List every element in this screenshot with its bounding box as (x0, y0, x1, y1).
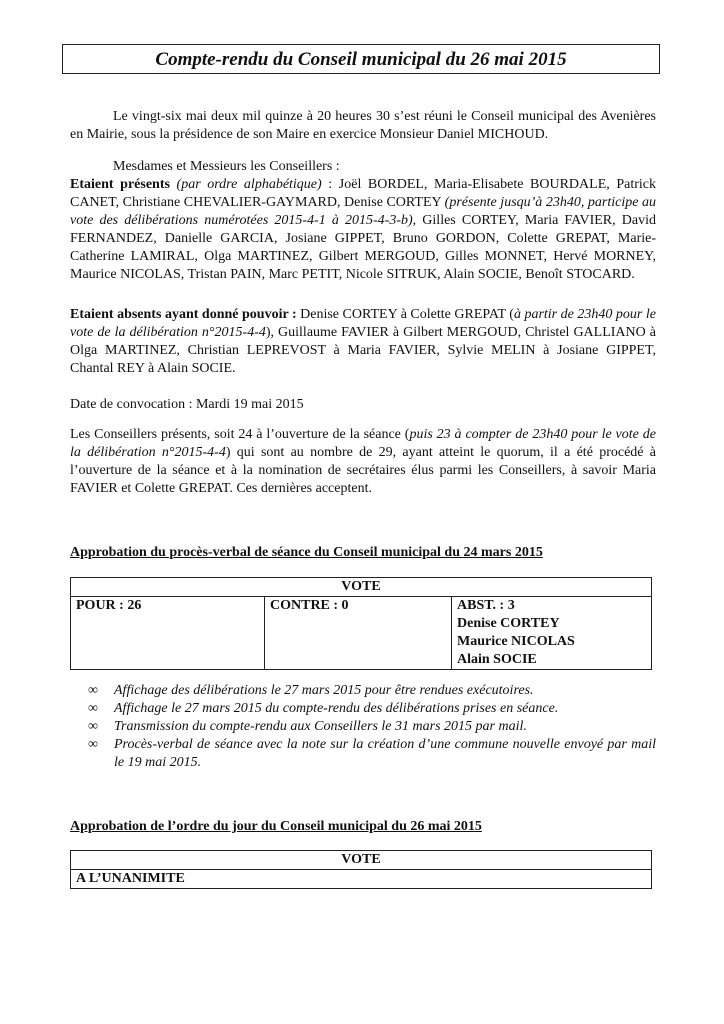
presents-label: Etaient présents (70, 177, 170, 192)
abst-name: Alain SOCIE (457, 652, 537, 667)
convocation-date: Date de convocation : Mardi 19 mai 2015 (70, 397, 304, 412)
presents-order-note: (par ordre alphabétique) (176, 177, 322, 192)
publication-notes (70, 682, 656, 772)
quorum-note: puis 23 à compter de 23h40 pour le vote de la délibération n°2015-4-4 (70, 427, 656, 460)
vote-abst: ABST. : 3 (457, 598, 515, 613)
attendance-block (70, 158, 656, 284)
section1-vote-table (70, 577, 652, 670)
abst-name: Denise CORTEY (457, 616, 560, 631)
absents-paragraph (70, 306, 656, 378)
absents-text-2: ), Guillaume FAVIER à Gilbert MERGOUD, Christel GALLIANO à Olga MARTINEZ, Christian LEPREVOST à Maria FAVIER, Sylvie MELIN à Josiane GIPPET, Chantal REY à Alain SOCIE. (70, 325, 656, 376)
title-box (62, 44, 660, 74)
section2-heading: Approbation de l’ordre du jour du Conseil municipal du 26 mai 2015 (70, 819, 482, 834)
section1-vote-label: VOTE (71, 578, 652, 597)
infinity-bullet-icon: ∞ (88, 719, 98, 734)
conseillers-label: Mesdames et Messieurs les Conseillers : (113, 159, 340, 174)
infinity-bullet-icon: ∞ (88, 737, 98, 752)
page-title: Compte-rendu du Conseil municipal du 26 mai 2015 (155, 49, 567, 70)
vote-result: A L’UNANIMITE (71, 870, 652, 889)
quorum-paragraph (70, 426, 656, 498)
section1-heading: Approbation du procès-verbal de séance du Conseil municipal du 24 mars 2015 (70, 545, 543, 560)
abst-name: Maurice NICOLAS (457, 634, 575, 649)
section2-vote-label: VOTE (71, 851, 652, 870)
infinity-bullet-icon: ∞ (88, 701, 98, 716)
absents-label: Etaient absents ayant donné pouvoir : (70, 307, 297, 322)
vote-contre: CONTRE : 0 (265, 597, 452, 670)
presents-list-1: : Joël BORDEL, Maria-Elisabete BOURDALE, Patrick CANET, Christiane CHEVALIER-GAYMARD, Denise CORTEY (70, 177, 657, 210)
absents-text-1: Denise CORTEY à Colette GREPAT ( (296, 307, 514, 322)
quorum-text-1: Les Conseillers présents, soit 24 à l’ouverture de la séance ( (70, 427, 410, 442)
list-item: ∞ Procès-verbal de séance avec la note sur la création d’une commune nouvelle envoyé par mail le 19 mai 2015. (88, 737, 656, 770)
presents-list-2: , Gilles CORTEY, Maria FAVIER, David FERNANDEZ, Danielle GARCIA, Josiane GIPPET, Bruno GORDON, Colette GREPAT, Marie-Catherine LAMIRAL, Olga MARTINEZ, Gilbert MERGOUD, Gilles MONNET, Hervé MORNEY, Maurice NICOLAS, Tristan PAIN, Marc PETIT, Nicole SITRUK, Alain SOCIE, Benoît STOCARD. (70, 213, 656, 282)
quorum-text-2: ) qui sont au nombre de 29, ayant atteint le quorum, il a été procédé à l’ouverture de la séance et à la nomination de secrétaires élus parmi les Conseillers, à savoir Maria FAVIER et Colette GREPAT. Ces dernières acceptent. (70, 445, 656, 496)
vote-abst-cell (452, 597, 652, 670)
intro-paragraph: Le vingt-six mai deux mil quinze à 20 heures 30 s’est réuni le Conseil municipal des Avenières en Mairie, sous la présidence de son Maire en exercice Monsieur Daniel MICHOUD. (70, 109, 656, 142)
list-item: ∞ Transmission du compte-rendu aux Conseillers le 31 mars 2015 par mail. (88, 719, 527, 734)
list-item: ∞ Affichage le 27 mars 2015 du compte-rendu des délibérations prises en séance. (88, 701, 559, 716)
absents-note: à partir de 23h40 pour le vote de la délibération n°2015-4-4 (70, 307, 656, 340)
infinity-bullet-icon: ∞ (88, 683, 98, 698)
presents-paragraph (70, 176, 656, 284)
vote-pour: POUR : 26 (71, 597, 265, 670)
list-item: ∞ Affichage des délibérations le 27 mars 2015 pour être rendues exécutoires. (88, 683, 534, 698)
section2-vote-table (70, 850, 652, 889)
cortey-note: (présente jusqu’à 23h40, participe au vote des délibérations numérotées 2015-4-1 à 2015-4-3-b) (70, 195, 657, 228)
